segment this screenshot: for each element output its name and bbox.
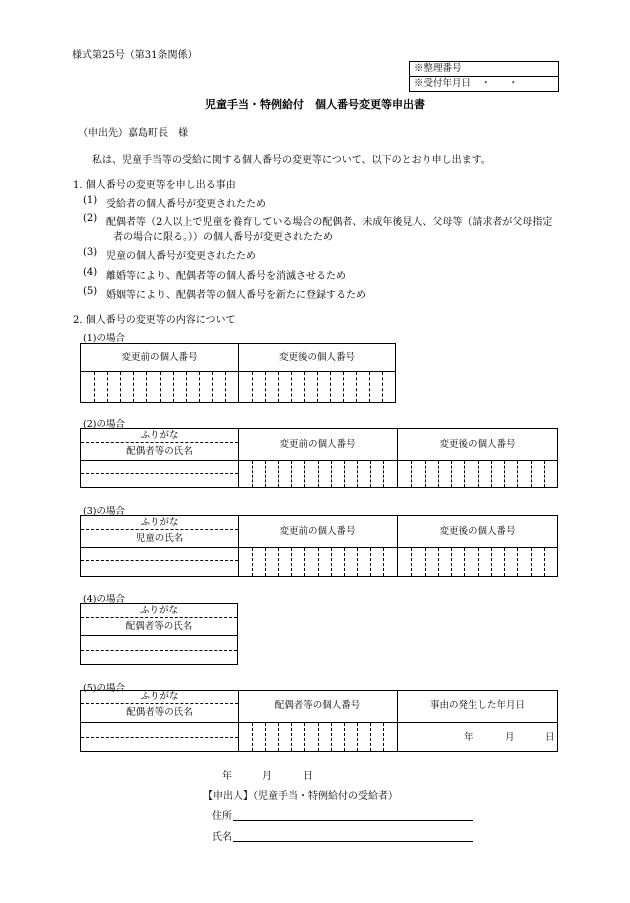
case5-number-header: 配偶者等の個人番号 <box>274 700 361 711</box>
digit-divider <box>291 548 292 576</box>
digit-divider <box>304 548 305 576</box>
reason-4-text: 離婚等により、配偶者等の個人番号を消滅させるため <box>106 271 346 282</box>
case1-table <box>80 343 396 403</box>
digit-divider <box>504 461 505 487</box>
reference-uketsuke <box>410 76 558 91</box>
digit-divider <box>199 372 200 402</box>
digit-divider <box>478 461 479 487</box>
digit-divider <box>451 548 452 576</box>
reason-1-text: 受給者の個人番号が変更されたため <box>106 199 266 210</box>
case2-table <box>80 428 558 488</box>
footer-year: 年 <box>222 771 232 782</box>
digit-divider <box>370 723 371 751</box>
digit-divider <box>544 548 545 576</box>
name-label: 氏名 <box>212 832 232 843</box>
case3-table <box>80 515 558 577</box>
digit-divider <box>252 461 253 487</box>
name-line[interactable] <box>233 841 473 842</box>
case2-furigana: ふりがな <box>140 430 179 441</box>
reason-2-text: 配偶者等（2人以上で児童を養育している場合の配偶者、未成年後見人、父母等（請求者が父母指定 <box>106 217 553 228</box>
digit-divider <box>331 548 332 576</box>
digit-divider <box>451 461 452 487</box>
case3-furigana: ふりがな <box>140 517 179 528</box>
digit-divider <box>491 548 492 576</box>
page-title: 児童手当・特例給付 個人番号変更等申出書 <box>205 98 425 111</box>
digit-divider <box>291 723 292 751</box>
case4-name-header: 配偶者等の氏名 <box>125 621 193 632</box>
digit-divider <box>531 461 532 487</box>
case2-label: (2)の場合 <box>83 419 125 430</box>
case5-number-digits[interactable] <box>239 723 396 751</box>
case1-after-header: 変更後の個人番号 <box>278 352 355 363</box>
digit-divider <box>133 372 134 402</box>
form-id: 様式第25号（第31条関係） <box>72 50 198 61</box>
digit-divider <box>146 372 147 402</box>
digit-divider <box>517 548 518 576</box>
uketsuke-label: ※受付年月日 <box>414 78 472 89</box>
digit-divider <box>464 461 465 487</box>
digit-divider <box>356 372 357 402</box>
digit-divider <box>291 372 292 402</box>
address-label: 住所 <box>212 811 232 822</box>
intro-text: 私は、児童手当等の受給に関する個人番号の変更等について、以下のとおり申し出ます。 <box>92 155 491 166</box>
digit-divider <box>173 372 174 402</box>
case5-label: (5)の場合 <box>83 683 125 694</box>
reason-3-text: 児童の個人番号が変更されたため <box>106 251 256 262</box>
digit-divider <box>331 461 332 487</box>
digit-divider <box>544 461 545 487</box>
case5-table <box>80 690 558 752</box>
reason-5-num: (5) <box>83 286 98 297</box>
digit-divider <box>357 461 358 487</box>
digit-divider <box>304 372 305 402</box>
digit-divider <box>278 548 279 576</box>
digit-divider <box>357 548 358 576</box>
digit-divider <box>504 548 505 576</box>
digit-divider <box>94 372 95 402</box>
digit-divider <box>370 461 371 487</box>
reason-2-text-cont: 者の場合に限る。））の個人番号が変更されたため <box>113 232 333 243</box>
digit-divider <box>331 723 332 751</box>
digit-divider <box>383 723 384 751</box>
case1-label: (1)の場合 <box>83 333 125 344</box>
digit-divider <box>382 372 383 402</box>
digit-divider <box>343 372 344 402</box>
digit-divider <box>411 461 412 487</box>
digit-divider <box>344 723 345 751</box>
digit-divider <box>531 548 532 576</box>
applicant-label: 【申出人】（児童手当・特例給付の受給者） <box>203 791 398 802</box>
digit-divider <box>318 461 319 487</box>
reason-2-num: (2) <box>83 213 98 224</box>
case1-after-digits[interactable] <box>239 372 395 402</box>
case3-label: (3)の場合 <box>83 506 125 517</box>
digit-divider <box>369 372 370 402</box>
case3-name-header: 児童の氏名 <box>135 533 184 544</box>
digit-divider <box>265 723 266 751</box>
reason-3-num: (3) <box>83 247 98 258</box>
case1-before-digits[interactable] <box>81 372 238 402</box>
case5-furigana: ふりがな <box>140 691 179 702</box>
case3-after-digits[interactable] <box>398 548 557 576</box>
digit-divider <box>464 548 465 576</box>
digit-divider <box>491 461 492 487</box>
reason-5-text: 婚姻等により、配偶者等の個人番号を新たに登録するため <box>106 290 366 301</box>
case5-name-header: 配偶者等の氏名 <box>126 707 193 718</box>
digit-divider <box>383 548 384 576</box>
digit-divider <box>225 372 226 402</box>
digit-divider <box>438 461 439 487</box>
section1-heading: 1. 個人番号の変更等を申し出る事由 <box>73 180 236 191</box>
digit-divider <box>344 548 345 576</box>
case2-before-digits[interactable] <box>239 461 396 487</box>
digit-divider <box>107 372 108 402</box>
case5-year: 年 <box>464 732 474 743</box>
case2-before-header: 変更前の個人番号 <box>279 439 356 450</box>
addressee: （申出先）嘉島町長 様 <box>78 128 188 139</box>
case3-after-header: 変更後の個人番号 <box>439 526 516 537</box>
case2-after-digits[interactable] <box>398 461 557 487</box>
digit-divider <box>186 372 187 402</box>
digit-divider <box>252 372 253 402</box>
case4-furigana: ふりがな <box>139 605 178 616</box>
case1-before-header: 変更前の個人番号 <box>121 352 198 363</box>
reason-1-num: (1) <box>83 195 98 206</box>
case3-before-digits[interactable] <box>239 548 396 576</box>
section2-heading: 2. 個人番号の変更等の内容について <box>73 315 236 326</box>
digit-divider <box>344 461 345 487</box>
digit-divider <box>278 372 279 402</box>
digit-divider <box>120 372 121 402</box>
reference-box <box>409 61 559 92</box>
digit-divider <box>318 548 319 576</box>
digit-divider <box>304 723 305 751</box>
digit-divider <box>411 548 412 576</box>
digit-divider <box>291 461 292 487</box>
digit-divider <box>265 372 266 402</box>
footer-month: 月 <box>262 771 272 782</box>
case4-table <box>80 603 238 665</box>
case2-name-header: 配偶者等の氏名 <box>126 446 193 457</box>
address-line[interactable] <box>233 820 473 821</box>
seiri-label: ※整理番号 <box>414 63 462 74</box>
digit-divider <box>265 461 266 487</box>
uketsuke-dots: ・・ <box>480 78 536 89</box>
digit-divider <box>425 548 426 576</box>
digit-divider <box>425 461 426 487</box>
footer-day: 日 <box>303 771 313 782</box>
case3-before-header: 変更前の個人番号 <box>279 526 356 537</box>
case2-after-header: 変更後の個人番号 <box>439 439 516 450</box>
digit-divider <box>212 372 213 402</box>
reference-seiri <box>410 62 558 76</box>
digit-divider <box>478 548 479 576</box>
digit-divider <box>357 723 358 751</box>
digit-divider <box>278 461 279 487</box>
digit-divider <box>317 372 318 402</box>
digit-divider <box>370 548 371 576</box>
digit-divider <box>265 548 266 576</box>
digit-divider <box>160 372 161 402</box>
digit-divider <box>438 548 439 576</box>
digit-divider <box>383 461 384 487</box>
digit-divider <box>517 461 518 487</box>
case5-day: 日 <box>545 732 555 743</box>
digit-divider <box>252 723 253 751</box>
digit-divider <box>252 548 253 576</box>
case5-month: 月 <box>505 732 515 743</box>
case4-label: (4)の場合 <box>83 594 125 605</box>
digit-divider <box>278 723 279 751</box>
case5-date-header: 事由の発生した年月日 <box>429 700 525 711</box>
digit-divider <box>318 723 319 751</box>
digit-divider <box>304 461 305 487</box>
digit-divider <box>330 372 331 402</box>
reason-4-num: (4) <box>83 267 98 278</box>
